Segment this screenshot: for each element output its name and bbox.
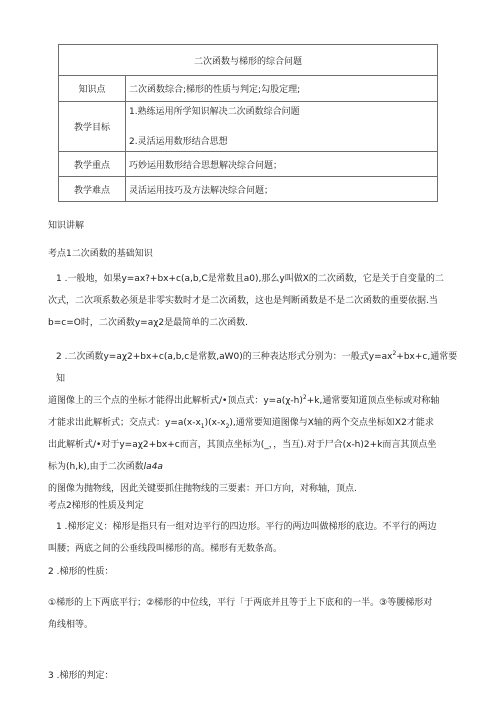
point1-heading: 考点1二次函数的基础知识 [48, 249, 153, 259]
goal-line-2: 2.灵活运用数形结合思想 [129, 136, 228, 147]
p1-line: 次式，二次项系数必须是非零实数时才是二次函数，这也是判断函数是不是二次函数的重要依据.当 [48, 296, 438, 306]
p2-line: 2 .二次函数y=aχ2+bx+c(a,b,c是常数,aW0)的三种表达形式分别为：一般式$y=ax^2+bx+c$,通常要知 [56, 350, 458, 384]
p2-line: 才能求出此解析式；交点式：$y=a(x-x_1)(x-x_2)$,通常要知道图像与X轴的两个交点坐标如X2才能求 [48, 418, 434, 430]
p2-line: 标为(h,k),由于二次函数la4a [48, 462, 163, 472]
p-line: 角线相等。 [48, 620, 94, 630]
table-row [59, 102, 438, 152]
p-line: 1 .梯形定义：梯形是指只有一组对边平行的四边形。平行的两边叫做梯形的底边。不平行的两边 [56, 522, 437, 532]
p-line: ①梯形的上下两底平行；②梯形的中位线，平行「于两底并且等于上下底和的一半。③等腰梯形对 [48, 598, 433, 608]
point2-paragraph2 [48, 592, 458, 636]
p1-line: b=c=O时，二次函数y=aχ2是最简单的二次函数. [48, 318, 248, 328]
p2-line: 道图像上的三个点的坐标才能得出此解析式∕•顶点式：$y=a(\chi-h)^2+k$,通常要知道顶点坐标或对称轴 [48, 394, 440, 406]
section-heading: 知识讲解 [48, 221, 85, 231]
point2-properties-heading: 2 .梯形的性质： [48, 567, 114, 577]
lesson-info-table [58, 44, 438, 202]
goal-line-1: 1.熟练运用所学知识解决二次函数综合问题 [129, 106, 300, 117]
table-row [59, 177, 438, 202]
p2-line: 出此解析式∕•对于y=aχ2+bx+c而言，其顶点坐标为(_，，当互).对于尸合(x-h)2+k而言其顶点坐 [48, 440, 437, 450]
row-value-knowledge: 二次函数综合;梯形的性质与判定;勾股定理; [126, 76, 438, 102]
point1-paragraph2 [48, 346, 458, 500]
row-value-goal [126, 102, 438, 152]
row-label-focus: 教学重点 [59, 152, 126, 177]
p2-line: 的图像为抛物线，因此关键要抓住抛物线的三要素：开口方向，对称轴，顶点. [48, 484, 357, 494]
row-value-difficulty: 灵活运用技巧及方法解决综合问题； [126, 177, 438, 202]
point2-criteria-heading: 3 .梯形的判定： [48, 671, 114, 681]
goal-spacer [129, 119, 434, 135]
table-title: 二次函数与梯形的综合问题 [59, 45, 438, 76]
row-label-goal: 教学目标 [59, 102, 126, 152]
point2-heading: 考点2梯形的性质及判定 [48, 501, 144, 511]
point1-paragraph1 [48, 268, 458, 334]
row-value-focus: 巧妙运用数形结合思想解决综合问题； [126, 152, 438, 177]
table-row [59, 76, 438, 102]
table-row [59, 152, 438, 177]
row-label-knowledge: 知识点 [59, 76, 126, 102]
p1-line: 1 .一般地，如果y=ax?+bx+c(a,b,C是常数且a0),那么y叫做X的二次函数，它是关于自变量的二 [56, 274, 444, 284]
point2-paragraph1 [48, 516, 458, 560]
p-line: 叫腰；两底之间的公垂线段叫梯形的高。梯形有无数条高。 [48, 544, 283, 554]
row-label-difficulty: 教学难点 [59, 177, 126, 202]
